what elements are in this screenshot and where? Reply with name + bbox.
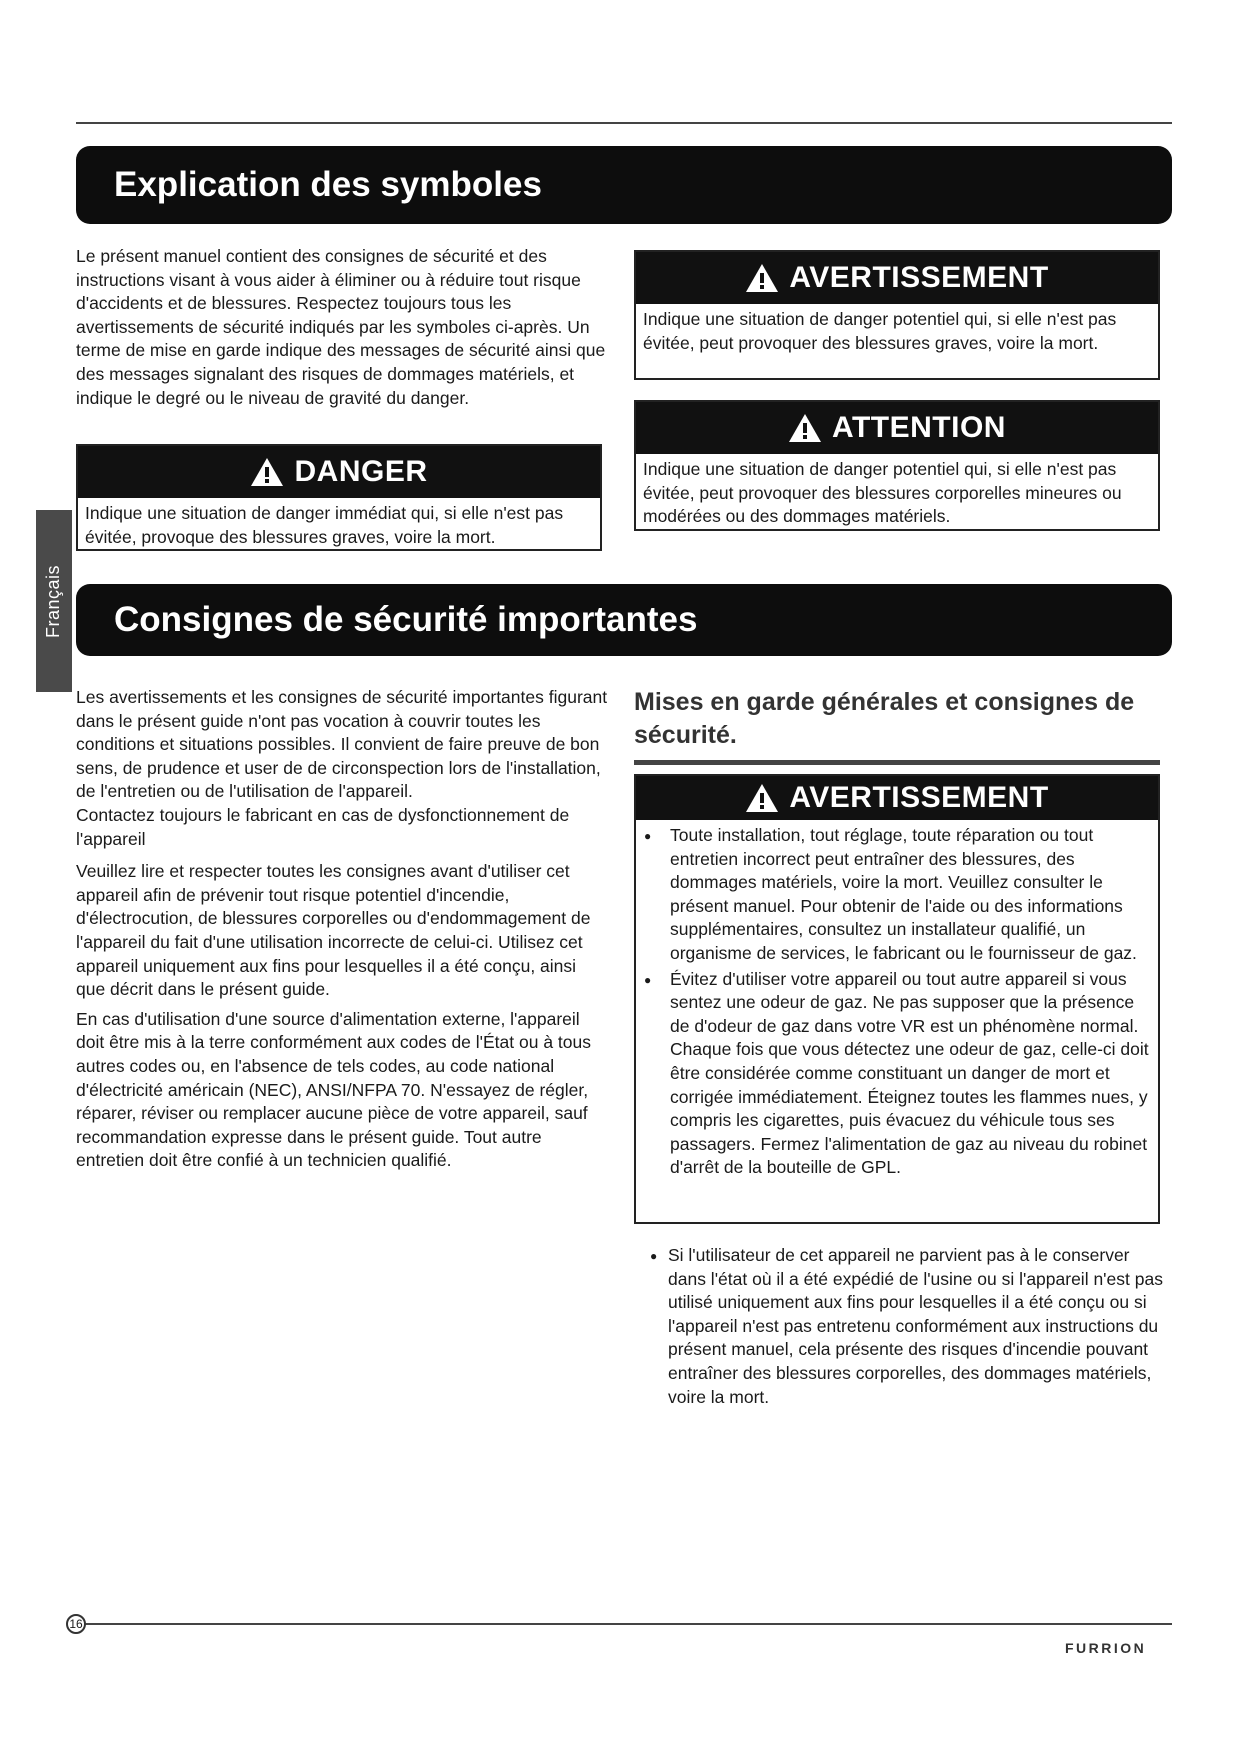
warning-triangle-icon [788, 413, 822, 443]
list-item [644, 824, 1150, 966]
attention-box [634, 400, 1160, 531]
section-title: Consignes de sécurité importantes [114, 600, 698, 639]
section-banner-symbols [76, 146, 1172, 224]
bullet-icon: ● [644, 829, 652, 843]
avertissement-header [636, 252, 1158, 304]
danger-text: Indique une situation de danger immédiat qui, si elle n'est pas évitée, provoque des blessures graves, voire la mort. [85, 503, 564, 547]
subheading-rule [634, 760, 1160, 765]
safety-paragraph: Veuillez lire et respecter toutes les consignes avant d'utiliser cet appareil afin de prévenir tout risque potentiel d'incendie, d'électrocution, de blessures corporelles ou d'endommagement de l'appareil du fait d'une utilisation incorrecte de celui-ci. Utilisez cet appareil uniquement aux fins pour lesquelles il a été conçu, ainsi que décrit dans le présent guide. [76, 861, 591, 1000]
page-number-text: 16 [69, 1617, 83, 1631]
bullet-icon: ● [644, 972, 652, 987]
general-warning-header [636, 776, 1158, 820]
danger-box [76, 444, 602, 551]
footer-rule [76, 1623, 1172, 1625]
extra-warning-list [650, 1244, 1164, 1409]
page-number [66, 1614, 86, 1634]
section-title: Explication des symboles [114, 165, 542, 204]
top-rule [76, 122, 1172, 124]
language-side-tab [36, 510, 72, 692]
list-item [650, 1244, 1164, 1409]
warning-triangle-icon [250, 457, 284, 487]
attention-header [636, 402, 1158, 454]
bullet-icon: ● [650, 1249, 658, 1263]
warning-triangle-icon [745, 263, 779, 293]
safety-paragraph: Contactez toujours le fabricant en cas de dysfonctionnement de l'appareil [76, 804, 570, 849]
general-warnings-heading: Mises en garde générales et consignes de sécurité. [634, 688, 1135, 749]
intro-paragraph: Le présent manuel contient des consignes de sécurité et des instructions visant à vous aider à éliminer ou à réduire tout risque d'accidents et de blessures. Respectez toujours tous les avertissements de sécurité indiqués par les symboles ci-après. Un terme de mise en garde indique des messages de sécurité ainsi que des messages signalant des risques de dommages matériels, et indique le degré ou le niveau de gravité du danger. [76, 246, 606, 408]
safety-paragraph: Les avertissements et les consignes de sécurité importantes figurant dans le présent guide n'ont pas vocation à couvrir toutes les conditions et situations possibles. Il convient de faire preuve de bon sens, de prudence et user de de circonspection lors de l'installation, de l'entretien ou de l'utilisation de l'appareil. [76, 687, 608, 802]
safety-paragraph: En cas d'utilisation d'une source d'alimentation externe, l'appareil doit être mis à la terre conformément aux codes de l'État ou à tous autres codes ou, en l'absence de tels codes, au code national d'électricité américain (NEC), ANSI/NFPA 70. N'essayez de régler, réparer, réviser ou remplacer aucune pièce de votre appareil, sauf recommandation expresse dans le présent guide. Tout autre entretien doit être confié à un technicien qualifié. [76, 1008, 591, 1171]
list-item-text: Si l'utilisateur de cet appareil ne parvient pas à le conserver dans l'état où il a été expédié de l'usine ou si l'appareil n'est pas utilisé uniquement aux fins pour lesquelles il a été conçu ou si l'appareil n'est pas entretenu conformément aux instructions du présent manuel, cela présente des risques d'incendie pouvant entraîner des blessures corporelles, des dommages matériels, voire la mort. [668, 1245, 1163, 1407]
avertissement-box [634, 250, 1160, 380]
general-warning-label: AVERTISSEMENT [789, 781, 1049, 814]
attention-text: Indique une situation de danger potentiel qui, si elle n'est pas évitée, peut provoquer des blessures corporelles mineures ou modérées ou des dommages matériels. [643, 459, 1122, 527]
avertissement-text: Indique une situation de danger potentiel qui, si elle n'est pas évitée, peut provoquer des blessures graves, voire la mort. [643, 309, 1117, 353]
warning-triangle-icon [745, 783, 779, 813]
danger-label: DANGER [294, 455, 428, 488]
safety-left-column [76, 686, 610, 1173]
list-item-text: Évitez d'utiliser votre appareil ou tout autre appareil si vous sentez une odeur de gaz. Ne pas supposer que la présence de d'odeur de gaz dans votre VR est un phénomène normal. Chaque fois que vous détectez une odeur de gaz, celle-ci doit être considérée comme constituant un danger de mort et corrigée immédiatement. Éteignez toutes les flammes nues, y compris les cigarettes, puis évacuez du véhicule tous ses passagers. Fermez l'alimentation de gaz au niveau du robinet d'arrêt de la bouteille de GPL. [670, 968, 1149, 1178]
avertissement-label: AVERTISSEMENT [789, 261, 1049, 294]
list-item-text: Toute installation, tout réglage, toute réparation ou tout entretien incorrect peut entraîner des blessures, des dommages matériels, voire la mort. Veuillez consulter le présent manuel. Pour obtenir de l'aide ou des informations supplémentaires, consultez un installateur qualifié, un organisme de services, le fabricant ou le fournisseur de gaz. [670, 825, 1137, 963]
section-banner-safety [76, 584, 1172, 656]
list-item [644, 968, 1150, 1180]
language-label: Français [43, 564, 64, 638]
general-warning-box [634, 774, 1160, 1224]
brand-logo: FURRION [1065, 1640, 1147, 1656]
danger-header [78, 446, 600, 498]
attention-label: ATTENTION [832, 411, 1006, 444]
general-warning-list [636, 820, 1158, 1180]
